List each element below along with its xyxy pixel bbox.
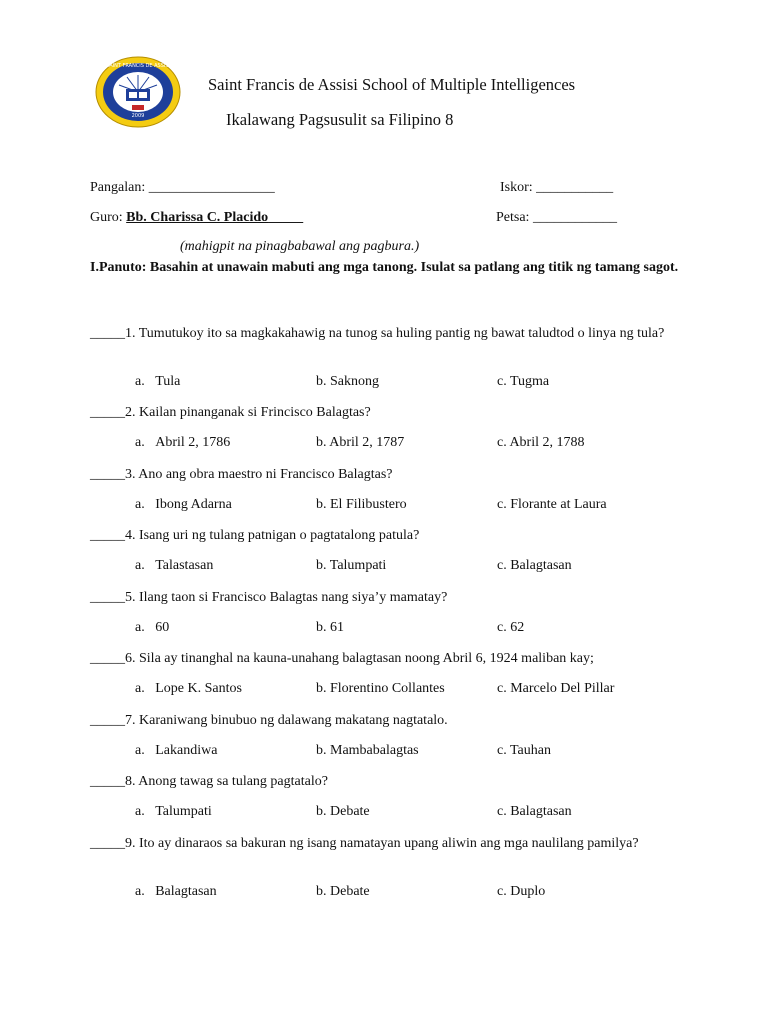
question-7: _____7. Karaniwang binubuo ng dalawang makatang nagtatalo. [90, 713, 448, 728]
question-5: _____5. Ilang taon si Francisco Balagtas nang siya’y mamatay? [90, 590, 448, 605]
option-c: c. 62 [497, 620, 525, 635]
option-a: a. Abril 2, 1786 [135, 435, 231, 450]
school-name: Saint Francis de Assisi School of Multiple Intelligences [208, 75, 576, 94]
option-b: b. El Filibustero [316, 497, 407, 512]
option-c: c. Tugma [497, 374, 550, 389]
option-a: a. Ibong Adarna [135, 497, 232, 512]
option-b: b. Saknong [316, 374, 379, 389]
teacher-underline: _____ [268, 210, 304, 225]
question-2: _____2. Kailan pinanganak si Frincisco Balagtas? [90, 405, 371, 420]
option-a: a. Tula [135, 374, 181, 389]
question-3: _____3. Ano ang obra maestro ni Francisco Balagtas? [90, 467, 393, 482]
teacher-field [90, 210, 303, 226]
option-b: b. Florentino Collantes [316, 681, 445, 696]
question-6: _____6. Sila ay tinanghal na kauna-unahang balagtasan noong Abril 6, 1924 maliban kay; [90, 651, 594, 666]
option-a: a. Talastasan [135, 558, 214, 573]
option-b: b. Talumpati [316, 558, 387, 573]
option-b: b. Debate [316, 884, 370, 899]
option-c: c. Marcelo Del Pillar [497, 681, 615, 696]
svg-text:2009: 2009 [131, 113, 145, 119]
exam-title: Ikalawang Pagsusulit sa Filipino 8 [226, 110, 454, 129]
question-1: _____1. Tumutukoy ito sa magkakahawig na tunog sa huling pantig ng bawat taludtod o linya ng tula? [90, 326, 665, 341]
option-b: b. Mambabalagtas [316, 743, 419, 758]
question-4: _____4. Isang uri ng tulang patnigan o pagtatalong patula? [90, 528, 420, 543]
option-b: b. Abril 2, 1787 [316, 435, 405, 450]
option-a: a. Balagtasan [135, 884, 217, 899]
name-field[interactable]: Pangalan: __________________ [90, 180, 275, 195]
option-a: a. Lope K. Santos [135, 681, 242, 696]
svg-text:SAINT FRANCIS DE ASSISI: SAINT FRANCIS DE ASSISI [105, 63, 171, 69]
option-a: a. Lakandiwa [135, 743, 218, 758]
school-seal-logo [94, 55, 182, 129]
teacher-name: Bb. Charissa C. Placido [126, 210, 269, 225]
option-c: c. Florante at Laura [497, 497, 607, 512]
option-a: a. Talumpati [135, 804, 212, 819]
no-erasure-note: (mahigpit na pinagbabawal ang pagbura.) [180, 239, 420, 254]
option-c: c. Tauhan [497, 743, 551, 758]
instructions: I.Panuto: Basahin at unawain mabuti ang mga tanong. Isulat sa patlang ang titik ng tamang sagot. [90, 260, 679, 275]
teacher-label: Guro: [90, 210, 127, 225]
option-b: b. Debate [316, 804, 370, 819]
option-c: c. Balagtasan [497, 558, 572, 573]
score-field[interactable]: Iskor: ___________ [500, 180, 614, 195]
option-a: a. 60 [135, 620, 170, 635]
option-b: b. 61 [316, 620, 344, 635]
question-9: _____9. Ito ay dinaraos sa bakuran ng isang namatayan upang aliwin ang mga naulilang pamilya? [90, 836, 639, 851]
option-c: c. Abril 2, 1788 [497, 435, 585, 450]
question-8: _____8. Anong tawag sa tulang pagtatalo? [90, 774, 328, 789]
option-c: c. Balagtasan [497, 804, 572, 819]
option-c: c. Duplo [497, 884, 546, 899]
date-field[interactable]: Petsa: ____________ [496, 210, 617, 225]
